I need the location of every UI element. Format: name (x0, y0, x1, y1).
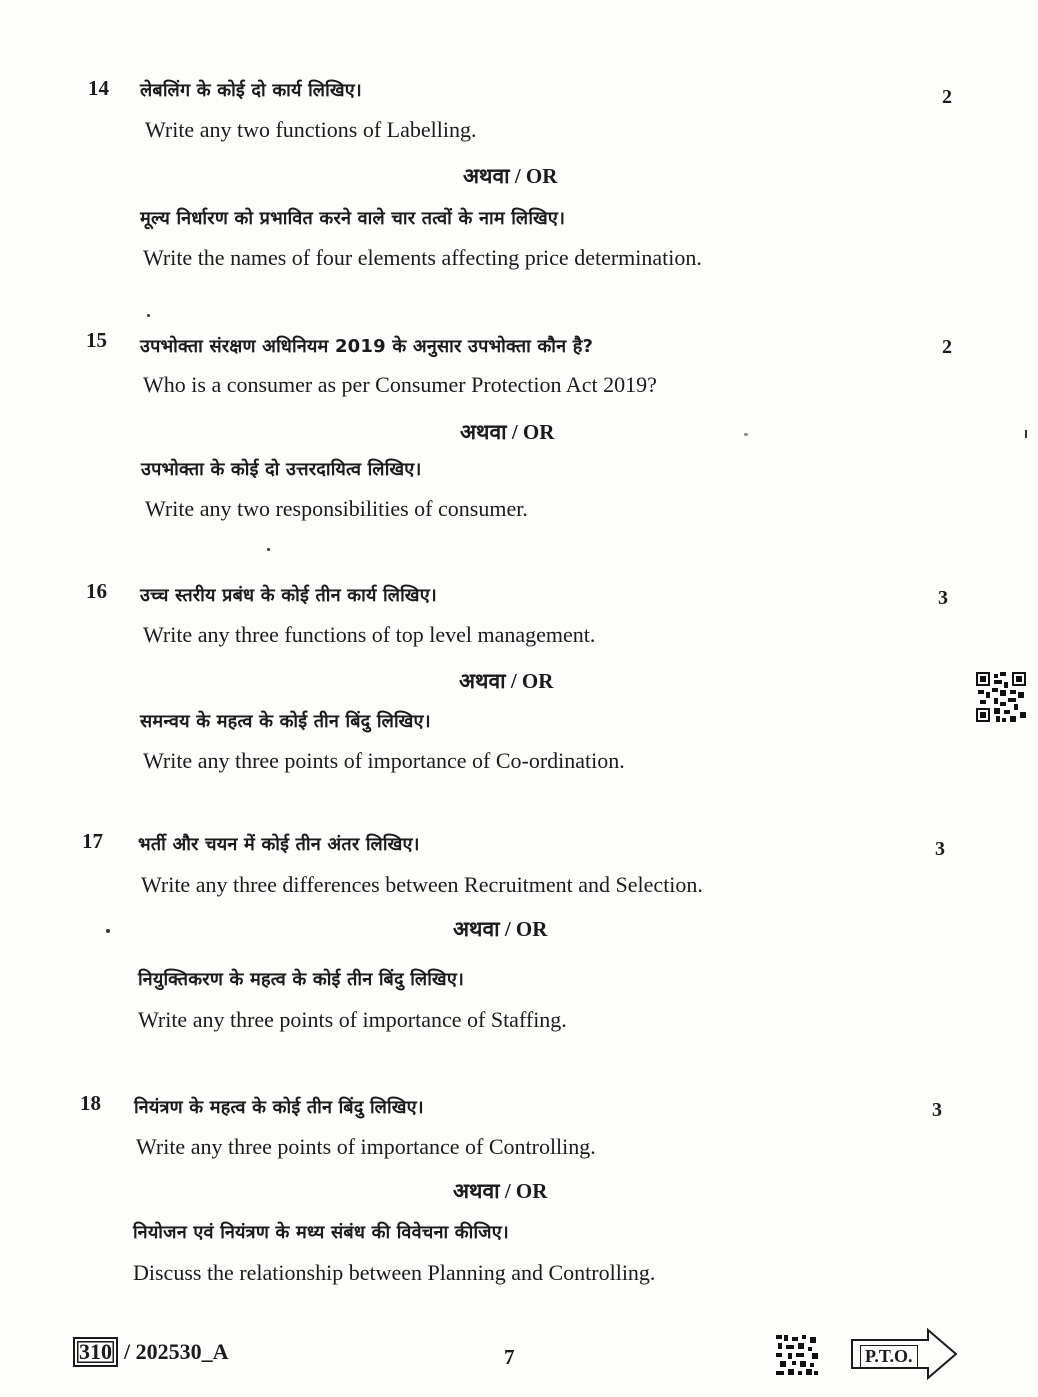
question-english: Write any two functions of Labelling. (145, 117, 477, 142)
question-marks: 3 (935, 838, 945, 860)
or-label: अथवा / OR (460, 420, 555, 444)
pto-label: P.T.O. (860, 1345, 918, 1368)
alternative-english: Write any three points of importance of Co-ordination. (143, 748, 625, 773)
alternative-english: Write the names of four elements affecting price determination. (143, 245, 702, 270)
question-hindi: उपभोक्ता संरक्षण अधिनियम 2019 के अनुसार उपभोक्ता कौन है? (140, 336, 594, 357)
paper-code: / 202530_A (124, 1339, 229, 1364)
scan-speck (1025, 430, 1027, 438)
question-marks: 2 (942, 86, 952, 108)
alternative-hindi: समन्वय के महत्व के कोई तीन बिंदु लिखिए। (140, 711, 431, 732)
alternative-hindi: नियुक्तिकरण के महत्व के कोई तीन बिंदु लिखिए। (138, 969, 465, 990)
scan-speck (744, 433, 748, 436)
scan-speck (106, 929, 110, 933)
question-hindi: उच्च स्तरीय प्रबंध के कोई तीन कार्य लिखिए। (140, 585, 437, 606)
question-hindi: नियंत्रण के महत्व के कोई तीन बिंदु लिखिए। (134, 1097, 424, 1118)
question-english: Who is a consumer as per Consumer Protection Act 2019? (143, 372, 657, 397)
page-number: 7 (504, 1345, 515, 1369)
scan-speck (147, 314, 150, 317)
qr-code-icon (976, 672, 1026, 722)
question-hindi: भर्ती और चयन में कोई तीन अंतर लिखिए। (138, 834, 420, 855)
alternative-hindi: उपभोक्ता के कोई दो उत्तरदायित्व लिखिए। (141, 459, 422, 480)
question-number: 14 (88, 76, 109, 100)
alternative-english: Discuss the relationship between Planning and Controlling. (133, 1260, 656, 1285)
alternative-english: Write any two responsibilities of consumer. (145, 496, 528, 521)
question-number: 15 (86, 328, 107, 352)
question-number: 18 (80, 1091, 101, 1115)
question-english: Write any three functions of top level management. (143, 622, 596, 647)
question-marks: 3 (932, 1099, 942, 1121)
question-marks: 3 (938, 587, 948, 609)
question-english: Write any three points of importance of Controlling. (136, 1134, 596, 1159)
footer-code (73, 1337, 229, 1367)
question-hindi: लेबलिंग के कोई दो कार्य लिखिए। (140, 80, 362, 101)
question-english: Write any three differences between Recruitment and Selection. (141, 872, 703, 897)
or-label: अथवा / OR (463, 164, 558, 188)
question-marks: 2 (942, 336, 952, 358)
alternative-hindi: नियोजन एवं नियंत्रण के मध्य संबंध की विवेचना कीजिए। (133, 1222, 509, 1243)
alternative-english: Write any three points of importance of Staffing. (138, 1007, 567, 1032)
or-label: अथवा / OR (453, 1179, 548, 1203)
subject-code: 310 (73, 1337, 118, 1367)
or-label: अथवा / OR (453, 917, 548, 941)
question-number: 16 (86, 579, 107, 603)
alternative-hindi: मूल्य निर्धारण को प्रभावित करने वाले चार तत्वों के नाम लिखिए। (140, 208, 566, 229)
or-label: अथवा / OR (459, 669, 554, 693)
question-number: 17 (82, 829, 103, 853)
barcode-icon (776, 1335, 820, 1377)
scan-speck (267, 548, 270, 551)
